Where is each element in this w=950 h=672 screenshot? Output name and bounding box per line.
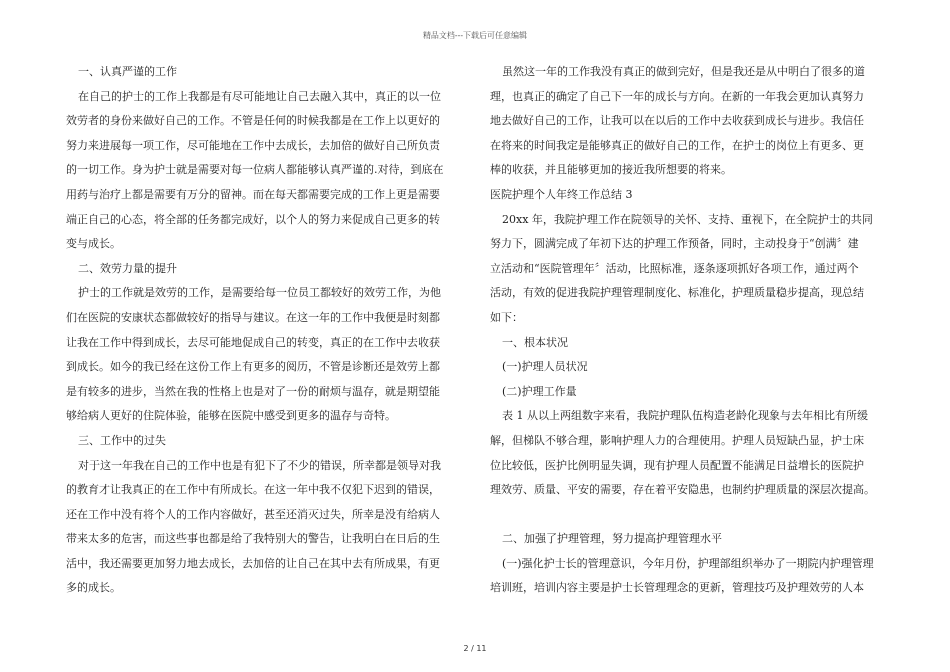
- text-line: 解，但梯队不够合理，影响护理人力的合理使用。护理人员短缺凸显，护士床: [490, 433, 864, 447]
- text-line: 变与成长。: [66, 237, 121, 251]
- text-line: [490, 503, 882, 528]
- text-line: 是有较多的进步，当然在我的性格上也是对了一份的耐烦与温存，就是期望能: [66, 384, 440, 398]
- text-line: 多的成长。: [66, 581, 121, 595]
- text-line: 在自己的护士的工作上我都是有尽可能地让自己去融入其中，真正的以一位: [78, 89, 441, 103]
- text-line: 一、根本状况: [502, 335, 568, 349]
- text-line: 医院护理个人年终工作总结 3: [490, 187, 633, 201]
- text-line: 带来太多的危害，而这些事也都是给了我特别大的警告，让我明白在日后的生: [66, 532, 440, 546]
- text-line: 在将来的时间我定是能够真正的做好自己的工作，在护士的岗位上有更多、更: [490, 138, 864, 152]
- text-line: 对于这一年我在自己的工作中也是有犯下了不少的错误，所幸都是领导对我: [78, 458, 441, 472]
- text-line: 理效劳、质量、平安的需要，存在着平安隐患，也制约护理质量的深层次提高。: [490, 483, 875, 497]
- text-line: 们在医院的安康状态都做较好的指导与建议。在这一年的工作中我便是时刻都: [66, 310, 440, 324]
- text-line: 理，也真正的确定了自己下一年的成长与方向。在新的一年我会更加认真努力: [490, 89, 864, 103]
- text-line: 培训班，培训内容主要是护士长管理理念的更新，管理技巧及护理效劳的人本: [490, 581, 864, 595]
- text-line: 立活动和“医院管理年〞活动，比照标准，逐条逐项抓好各项工作，通过两个: [490, 261, 859, 275]
- text-line: 效劳者的身份来做好自己的工作。不管是任何的时候我都是在工作上以更好的: [66, 114, 440, 128]
- left-text-column: [66, 60, 458, 601]
- text-line: 端正自己的心态，将全部的任务都完成好，以个人的努力来促成自己更多的转: [66, 212, 440, 226]
- text-line: 的一切工作。身为护士就是需要对每一位病人都能够认真严谨的.对待，到底在: [66, 163, 444, 177]
- text-line: 二、效劳力量的提升: [78, 261, 177, 275]
- text-line: 用药与治疗上都是需要有万分的留神。而在每天都需要完成的工作上更是需要: [66, 187, 440, 201]
- page-number: 2 / 11: [463, 644, 487, 653]
- text-line: 的教育才让我真正的在工作中有所成长。在这一年中我不仅犯下迟到的错误，: [66, 483, 440, 497]
- text-line: 活动，有效的促进我院护理管理制度化、标准化，护理质量稳步提高，现总结: [490, 286, 864, 300]
- text-line: 虽然这一年的工作我没有真正的做到完好，但是我还是从中明白了很多的道: [502, 65, 865, 78]
- right-text-column: [490, 60, 882, 601]
- text-line: 三、工作中的过失: [78, 433, 166, 447]
- text-line: 如下：: [490, 310, 523, 324]
- text-line: 一、认真严谨的工作: [78, 65, 177, 78]
- text-line: 够给病人更好的住院体验，能够在医院中感受到更多的温存与奇特。: [66, 409, 396, 423]
- document-header-note: 精品文档---下载后可任意编辑: [422, 31, 528, 40]
- text-line: (一)护理人员状况: [502, 360, 588, 374]
- text-line: 地去做好自己的工作，让我可以在以后的工作中去收获到成长与进步。我信任: [490, 114, 864, 128]
- text-line: 努力来进展每一项工作，尽可能地在工作中去成长，去加倍的做好自己所负责: [66, 138, 440, 152]
- text-line: 到成长。如今的我已经在这份工作上有更多的阅历，不管是诊断还是效劳上都: [66, 360, 440, 374]
- text-line: (一)强化护士长的管理意识，今年月份，护理部组织举办了一期院内护理管理: [502, 556, 874, 570]
- text-line: 二、加强了护理管理，努力提高护理管理水平: [502, 532, 722, 546]
- text-line: 棒的收获，并且能够更加的接近我所想要的将来。: [490, 163, 732, 177]
- text-line: 活中，我还需要更加努力地去成长，去加倍的让自己在其中去有所成果，有更: [66, 556, 440, 570]
- text-line: (二)护理工作量: [502, 384, 577, 398]
- text-line: 位比较低，医护比例明显失调，现有护理人员配置不能满足日益增长的医院护: [490, 458, 864, 472]
- text-line: 表 1 从以上两组数字来看，我院护理队伍构造老龄化现象与去年相比有所缓: [502, 409, 868, 423]
- text-line: 护士的工作就是效劳的工作，是需要给每一位员工都较好的效劳工作，为他: [78, 286, 441, 300]
- text-line: 20xx 年，我院护理工作在院领导的关怀、支持、重视下，在全院护士的共同: [502, 212, 873, 226]
- text-line: 让我在工作中得到成长，去尽可能地促成自己的转变，真正的在工作中去收获: [66, 335, 440, 349]
- text-line: 还在工作中没有将个人的工作内容做好，甚至还消灭过失，所幸是没有给病人: [66, 507, 440, 521]
- text-line: 努力下，圆满完成了年初下达的护理工作预备，同时，主动投身于“创满〞建: [490, 237, 859, 251]
